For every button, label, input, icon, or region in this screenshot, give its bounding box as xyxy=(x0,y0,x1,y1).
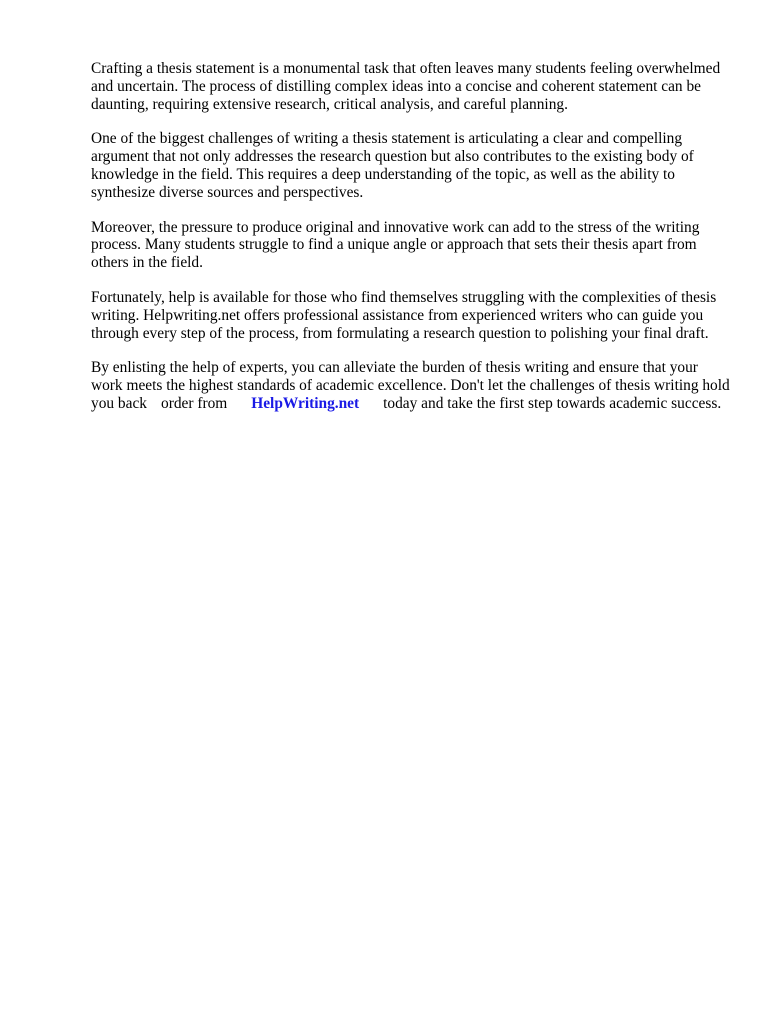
paragraph-call-to-action xyxy=(91,359,731,412)
cta-text-order: order from xyxy=(161,394,228,412)
document-page xyxy=(91,60,731,430)
cta-text-before: By enlisting the help of experts, you can alleviate the burden of thesis writing and ensure that your work meets the highest standards of academic excellence. Don't let the challenges of thesis writing hold you back xyxy=(91,359,730,412)
paragraph-intro: Crafting a thesis statement is a monumental task that often leaves many students feeling overwhelmed and uncertain. The process of distilling complex ideas into a concise and coherent statement can be daunting, requiring extensive research, critical analysis, and careful planning. xyxy=(91,60,721,113)
paragraph-pressure: Moreover, the pressure to produce original and innovative work can add to the stress of the writing process. Many students struggle to find a unique angle or approach that sets their thesis apart from others in the field. xyxy=(91,218,700,272)
paragraph-help-available: Fortunately, help is available for those who find themselves struggling with the complexities of thesis writing. Helpwriting.net offers professional assistance from experienced writers who can guide you through every step of the process, from formulating a research question to polishing your final draft. xyxy=(91,288,717,342)
paragraph-challenges: One of the biggest challenges of writing a thesis statement is articulating a clear and compelling argument that not only addresses the research question but also contributes to the existing body of knowledge in the field. This requires a deep understanding of the topic, as well as the ability to synthesize diverse sources and perspectives. xyxy=(91,130,694,201)
helpwriting-link[interactable]: HelpWriting.net xyxy=(251,394,360,412)
cta-text-after: today and take the first step towards academic success. xyxy=(383,394,722,412)
